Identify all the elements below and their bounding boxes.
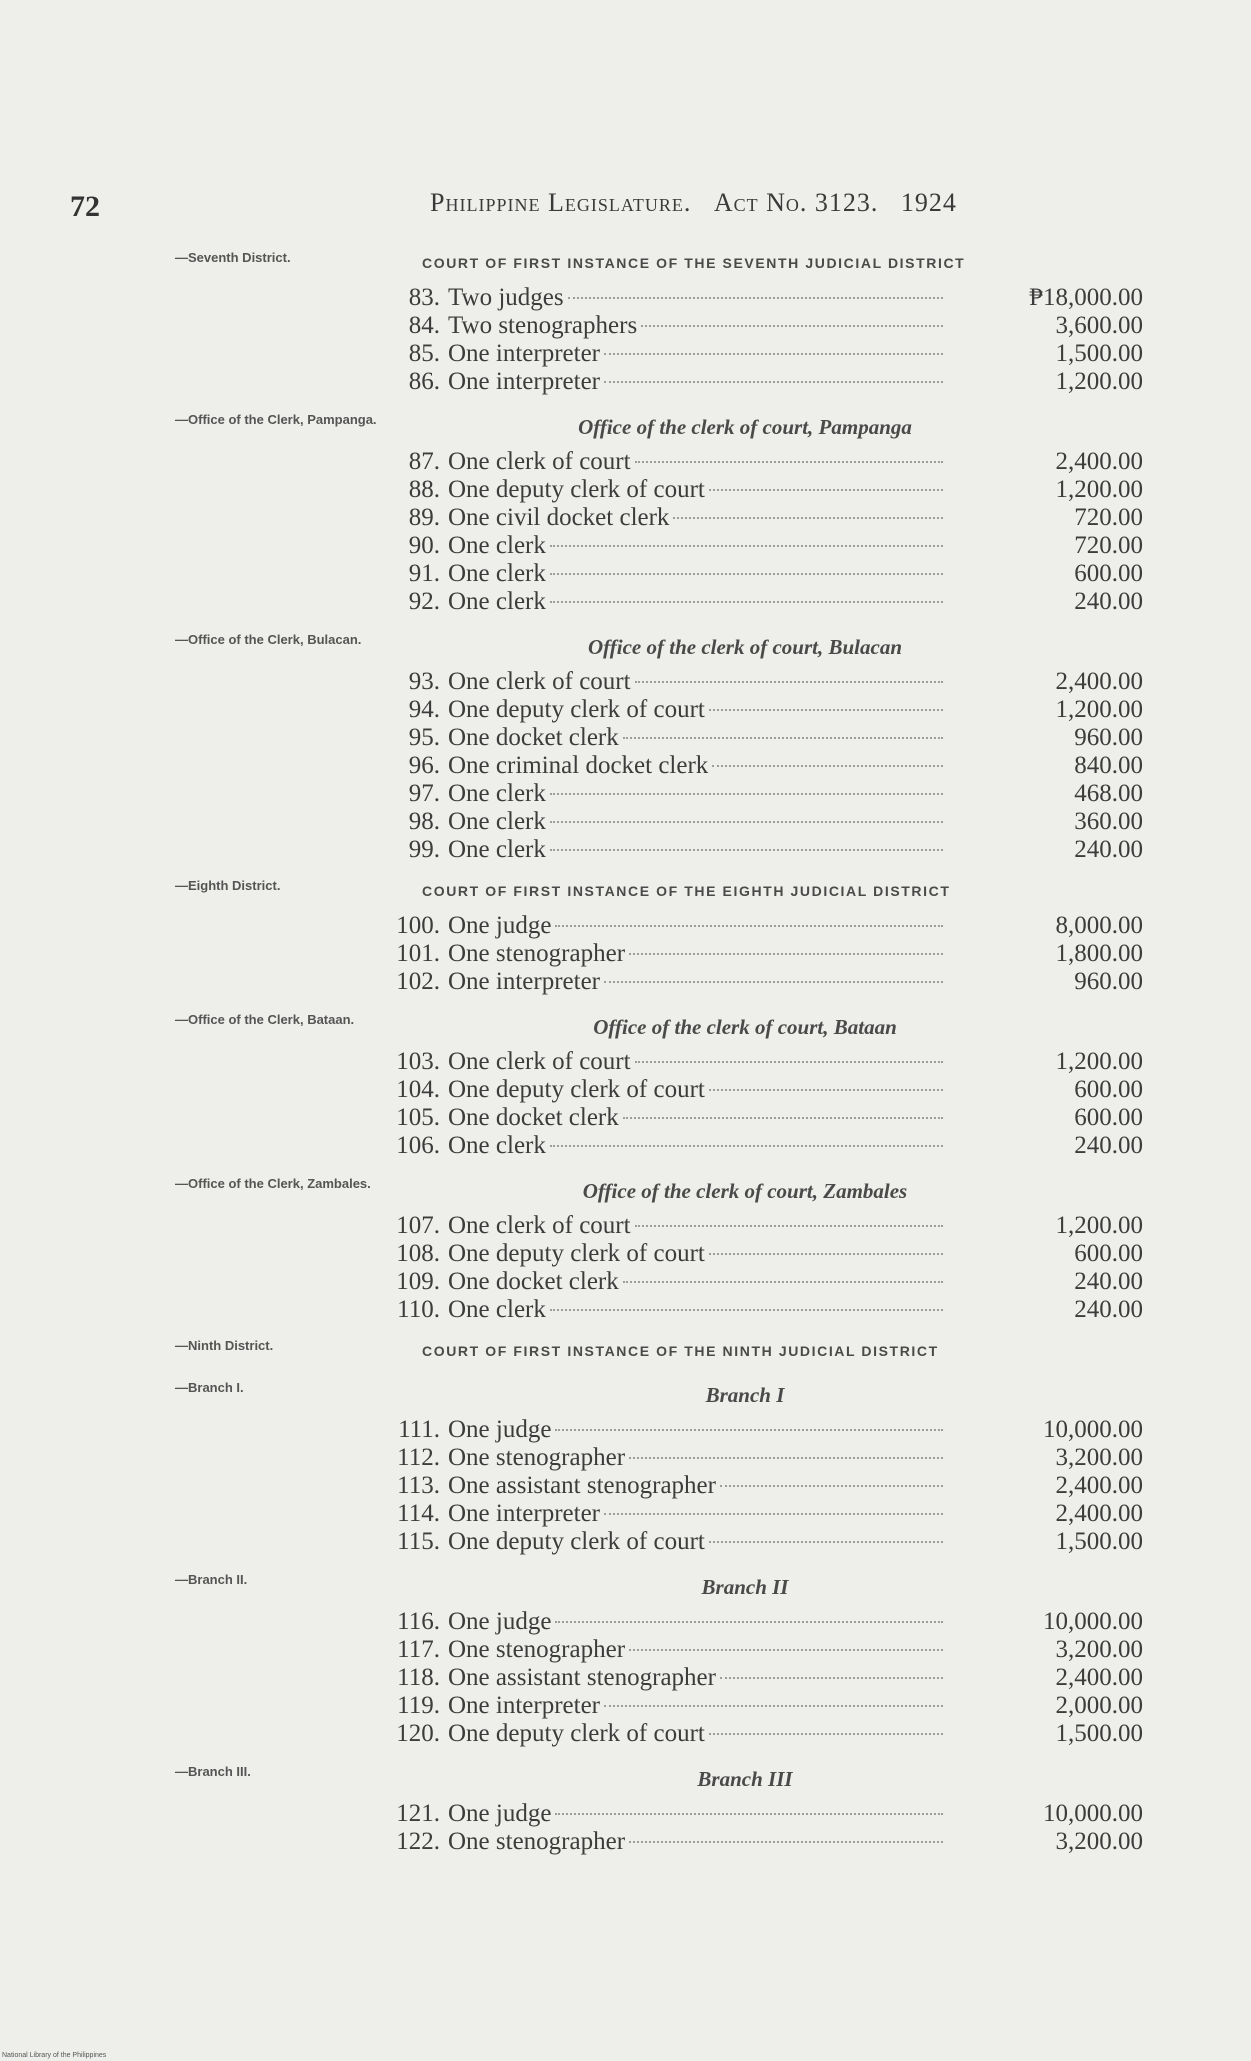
item-description: One criminal docket clerk <box>448 752 709 779</box>
item-description: One docket clerk <box>448 1268 619 1295</box>
item-amount: 1,200.00 <box>1055 476 1143 503</box>
item-amount: 468.00 <box>1074 780 1143 807</box>
dotted-leader <box>635 1061 943 1063</box>
item-number: 89. <box>408 504 440 531</box>
appropriation-item <box>0 1268 1251 1296</box>
item-number: 95. <box>408 724 440 751</box>
item-number: 103. <box>396 1048 440 1075</box>
appropriation-item <box>0 1500 1251 1528</box>
dotted-leader <box>635 1225 943 1227</box>
dotted-leader <box>635 461 943 463</box>
sub-heading: Office of the clerk of court, Zambales <box>582 1179 908 1203</box>
item-amount: 1,200.00 <box>1055 368 1143 395</box>
court-heading: COURT OF FIRST INSTANCE OF THE NINTH JUDICIAL DISTRICT <box>422 1343 939 1359</box>
item-number: 85. <box>408 340 440 367</box>
appropriation-item <box>0 1664 1251 1692</box>
item-description: One docket clerk <box>448 1104 619 1131</box>
item-description: One clerk <box>448 780 546 807</box>
appropriation-item <box>0 1720 1251 1748</box>
margin-note: —Office of the Clerk, Pampanga. <box>175 412 377 427</box>
item-number: 90. <box>408 532 440 559</box>
item-description: One interpreter <box>448 368 601 395</box>
item-description: One clerk <box>448 808 546 835</box>
margin-note: —Branch I. <box>175 1380 244 1395</box>
item-amount: 1,500.00 <box>1055 1720 1143 1747</box>
appropriation-item <box>0 1828 1251 1856</box>
item-number: 116. <box>397 1608 440 1635</box>
item-amount: 720.00 <box>1074 504 1143 531</box>
item-amount: 1,500.00 <box>1055 340 1143 367</box>
appropriation-item <box>0 724 1251 752</box>
dotted-leader <box>709 1089 943 1091</box>
item-number: 88. <box>408 476 440 503</box>
item-description: One deputy clerk of court <box>448 696 705 723</box>
item-number: 109. <box>396 1268 440 1295</box>
item-number: 100. <box>396 912 440 939</box>
section <box>0 248 1251 408</box>
dotted-leader <box>709 1541 943 1543</box>
dotted-leader <box>629 1457 943 1459</box>
item-description: One deputy clerk of court <box>448 1528 705 1555</box>
dotted-leader <box>709 1253 943 1255</box>
item-amount: 3,200.00 <box>1055 1828 1143 1855</box>
item-number: 115. <box>397 1528 440 1555</box>
dotted-leader <box>604 1705 943 1707</box>
item-amount: 3,600.00 <box>1055 312 1143 339</box>
dotted-leader <box>550 1309 943 1311</box>
item-description: One clerk <box>448 836 546 863</box>
item-description: One clerk <box>448 560 546 587</box>
appropriation-item <box>0 1608 1251 1636</box>
appropriation-item <box>0 1528 1251 1556</box>
item-description: One clerk <box>448 588 546 615</box>
appropriation-item <box>0 312 1251 340</box>
item-description: One interpreter <box>448 1500 601 1527</box>
appropriation-item <box>0 504 1251 532</box>
item-amount: 240.00 <box>1074 1132 1143 1159</box>
item-number: 121. <box>396 1800 440 1827</box>
item-amount: 1,200.00 <box>1055 1048 1143 1075</box>
appropriation-item <box>0 368 1251 396</box>
item-number: 98. <box>408 808 440 835</box>
sub-heading: Branch III <box>697 1767 793 1791</box>
item-amount: 600.00 <box>1074 1240 1143 1267</box>
item-number: 91. <box>408 560 440 587</box>
item-number: 87. <box>408 448 440 475</box>
dotted-leader <box>568 297 943 299</box>
margin-note: —Office of the Clerk, Zambales. <box>175 1176 371 1191</box>
item-number: 108. <box>396 1240 440 1267</box>
item-amount: 240.00 <box>1074 1296 1143 1323</box>
item-amount: 360.00 <box>1074 808 1143 835</box>
item-description: One stenographer <box>448 1828 626 1855</box>
item-amount: 960.00 <box>1074 968 1143 995</box>
margin-note: —Ninth District. <box>175 1338 274 1353</box>
dotted-leader <box>555 1813 943 1815</box>
appropriation-item <box>0 1692 1251 1720</box>
item-amount: 960.00 <box>1074 724 1143 751</box>
margin-note: —Branch II. <box>175 1572 248 1587</box>
item-description: One stenographer <box>448 940 626 967</box>
appropriation-item <box>0 836 1251 864</box>
sub-heading: Branch I <box>705 1383 785 1407</box>
item-amount: 720.00 <box>1074 532 1143 559</box>
dotted-leader <box>720 1485 943 1487</box>
item-number: 105. <box>396 1104 440 1131</box>
item-number: 99. <box>408 836 440 863</box>
item-number: 94. <box>408 696 440 723</box>
dotted-leader <box>604 381 943 383</box>
appropriation-item <box>0 1212 1251 1240</box>
section <box>0 1760 1251 1868</box>
running-head-year: 1924 <box>900 188 957 217</box>
item-amount: 2,000.00 <box>1055 1692 1143 1719</box>
item-amount: 10,000.00 <box>1043 1608 1143 1635</box>
item-number: 119. <box>397 1692 440 1719</box>
appropriation-item <box>0 1800 1251 1828</box>
appropriation-item <box>0 284 1251 312</box>
item-description: One assistant stenographer <box>448 1472 716 1499</box>
item-description: One deputy clerk of court <box>448 1240 705 1267</box>
appropriation-item <box>0 1132 1251 1160</box>
appropriation-item <box>0 668 1251 696</box>
item-number: 113. <box>397 1472 440 1499</box>
item-description: One judge <box>448 1608 552 1635</box>
dotted-leader <box>712 765 943 767</box>
appropriation-item <box>0 1048 1251 1076</box>
dotted-leader <box>550 849 943 851</box>
appropriation-item <box>0 912 1251 940</box>
item-number: 83. <box>408 284 440 311</box>
dotted-leader <box>550 601 943 603</box>
item-amount: 2,400.00 <box>1055 668 1143 695</box>
item-description: Two stenographers <box>448 312 638 339</box>
dotted-leader <box>635 681 943 683</box>
item-number: 93. <box>408 668 440 695</box>
item-description: One clerk <box>448 1132 546 1159</box>
item-description: One judge <box>448 912 552 939</box>
item-description: One deputy clerk of court <box>448 1076 705 1103</box>
dotted-leader <box>629 953 943 955</box>
dotted-leader <box>550 573 943 575</box>
item-amount: 2,400.00 <box>1055 448 1143 475</box>
dotted-leader <box>720 1677 943 1679</box>
item-amount: 3,200.00 <box>1055 1636 1143 1663</box>
item-number: 122. <box>396 1828 440 1855</box>
sub-heading: Office of the clerk of court, Bulacan <box>588 635 902 659</box>
item-number: 110. <box>397 1296 440 1323</box>
item-number: 106. <box>396 1132 440 1159</box>
item-number: 112. <box>397 1444 440 1471</box>
dotted-leader <box>629 1649 943 1651</box>
appropriation-item <box>0 560 1251 588</box>
appropriation-item <box>0 1472 1251 1500</box>
appropriation-item <box>0 808 1251 836</box>
dotted-leader <box>604 353 943 355</box>
item-number: 114. <box>397 1500 440 1527</box>
dotted-leader <box>709 489 943 491</box>
item-description: One deputy clerk of court <box>448 476 705 503</box>
appropriation-item <box>0 340 1251 368</box>
appropriation-item <box>0 476 1251 504</box>
section <box>0 876 1251 1008</box>
item-number: 92. <box>408 588 440 615</box>
section <box>0 1008 1251 1172</box>
dotted-leader <box>555 925 943 927</box>
item-description: One interpreter <box>448 968 601 995</box>
item-number: 96. <box>408 752 440 779</box>
dotted-leader <box>550 821 943 823</box>
item-number: 111. <box>398 1416 440 1443</box>
dotted-leader <box>641 325 943 327</box>
sub-heading: Branch II <box>701 1575 789 1599</box>
item-amount: ₱18,000.00 <box>1029 284 1143 311</box>
item-number: 97. <box>408 780 440 807</box>
item-description: One assistant stenographer <box>448 1664 716 1691</box>
margin-note: —Branch III. <box>175 1764 251 1779</box>
item-amount: 8,000.00 <box>1055 912 1143 939</box>
item-amount: 1,500.00 <box>1055 1528 1143 1555</box>
dotted-leader <box>555 1621 943 1623</box>
item-amount: 10,000.00 <box>1043 1800 1143 1827</box>
item-description: One stenographer <box>448 1636 626 1663</box>
item-description: One judge <box>448 1800 552 1827</box>
appropriation-item <box>0 696 1251 724</box>
dotted-leader <box>550 545 943 547</box>
item-number: 84. <box>408 312 440 339</box>
item-number: 102. <box>396 968 440 995</box>
item-number: 104. <box>396 1076 440 1103</box>
section <box>0 1336 1251 1376</box>
dotted-leader <box>550 793 943 795</box>
section <box>0 1172 1251 1336</box>
item-description: One docket clerk <box>448 724 619 751</box>
section <box>0 1376 1251 1568</box>
appropriation-item <box>0 780 1251 808</box>
sub-heading: Office of the clerk of court, Pampanga <box>578 415 912 439</box>
section <box>0 628 1251 876</box>
appropriation-item <box>0 588 1251 616</box>
item-description: One stenographer <box>448 1444 626 1471</box>
appropriation-item <box>0 968 1251 996</box>
appropriation-item <box>0 1240 1251 1268</box>
item-description: One civil docket clerk <box>448 504 670 531</box>
appropriation-list <box>0 248 1251 1868</box>
running-head-act: Act No. 3123. <box>713 188 879 217</box>
item-amount: 1,200.00 <box>1055 1212 1143 1239</box>
appropriation-item <box>0 752 1251 780</box>
dotted-leader <box>623 1281 943 1283</box>
appropriation-item <box>0 1444 1251 1472</box>
margin-note: —Office of the Clerk, Bataan. <box>175 1012 355 1027</box>
page-number: 72 <box>70 190 100 223</box>
margin-note: —Eighth District. <box>175 878 281 893</box>
item-number: 117. <box>397 1636 440 1663</box>
footer-credit: National Library of the Philippines <box>2 2052 107 2059</box>
item-amount: 10,000.00 <box>1043 1416 1143 1443</box>
item-number: 120. <box>396 1720 440 1747</box>
item-amount: 840.00 <box>1074 752 1143 779</box>
margin-note: —Office of the Clerk, Bulacan. <box>175 632 362 647</box>
appropriation-item <box>0 1636 1251 1664</box>
item-amount: 3,200.00 <box>1055 1444 1143 1471</box>
item-number: 107. <box>396 1212 440 1239</box>
court-heading: COURT OF FIRST INSTANCE OF THE EIGHTH JUDICIAL DISTRICT <box>422 883 951 899</box>
appropriation-item <box>0 1296 1251 1324</box>
item-amount: 600.00 <box>1074 1076 1143 1103</box>
item-description: Two judges <box>448 284 564 311</box>
item-description: One clerk of court <box>448 1212 631 1239</box>
item-description: One clerk <box>448 1296 546 1323</box>
item-description: One interpreter <box>448 340 601 367</box>
dotted-leader <box>604 981 943 983</box>
item-description: One clerk <box>448 532 546 559</box>
sub-heading: Office of the clerk of court, Bataan <box>593 1015 897 1039</box>
appropriation-item <box>0 532 1251 560</box>
dotted-leader <box>555 1429 943 1431</box>
dotted-leader <box>629 1841 943 1843</box>
item-description: One clerk of court <box>448 448 631 475</box>
appropriation-item <box>0 1104 1251 1132</box>
appropriation-item <box>0 1076 1251 1104</box>
item-number: 101. <box>396 940 440 967</box>
section <box>0 408 1251 628</box>
item-amount: 2,400.00 <box>1055 1500 1143 1527</box>
item-amount: 2,400.00 <box>1055 1664 1143 1691</box>
appropriation-item <box>0 448 1251 476</box>
dotted-leader <box>709 1733 943 1735</box>
item-description: One clerk of court <box>448 1048 631 1075</box>
item-number: 86. <box>408 368 440 395</box>
item-amount: 600.00 <box>1074 1104 1143 1131</box>
court-heading: COURT OF FIRST INSTANCE OF THE SEVENTH JUDICIAL DISTRICT <box>422 255 966 271</box>
appropriation-item <box>0 940 1251 968</box>
margin-note: —Seventh District. <box>175 250 291 265</box>
dotted-leader <box>550 1145 943 1147</box>
item-number: 118. <box>397 1664 440 1691</box>
item-amount: 240.00 <box>1074 836 1143 863</box>
running-head <box>430 188 957 218</box>
item-amount: 240.00 <box>1074 1268 1143 1295</box>
running-head-title: Philippine Legislature. <box>430 188 692 217</box>
dotted-leader <box>709 709 943 711</box>
item-description: One clerk of court <box>448 668 631 695</box>
appropriation-item <box>0 1416 1251 1444</box>
item-description: One interpreter <box>448 1692 601 1719</box>
item-amount: 600.00 <box>1074 560 1143 587</box>
section <box>0 1568 1251 1760</box>
item-description: One deputy clerk of court <box>448 1720 705 1747</box>
item-amount: 1,200.00 <box>1055 696 1143 723</box>
item-description: One judge <box>448 1416 552 1443</box>
dotted-leader <box>604 1513 943 1515</box>
item-amount: 2,400.00 <box>1055 1472 1143 1499</box>
item-amount: 1,800.00 <box>1055 940 1143 967</box>
dotted-leader <box>623 1117 943 1119</box>
item-amount: 240.00 <box>1074 588 1143 615</box>
dotted-leader <box>673 517 943 519</box>
dotted-leader <box>623 737 943 739</box>
